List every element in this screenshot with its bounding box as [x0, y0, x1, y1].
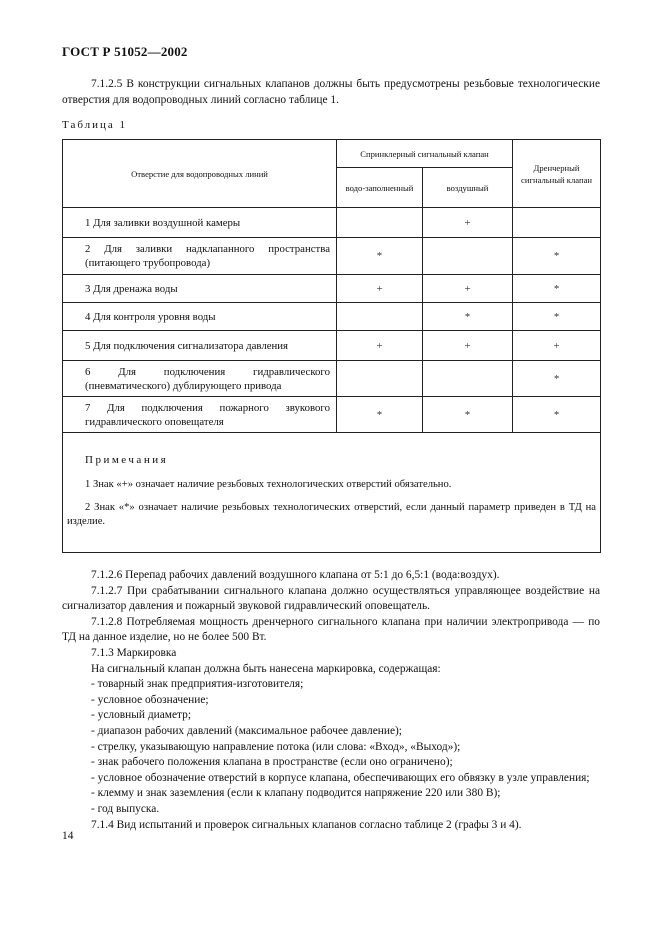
mark-water-filled: +	[337, 275, 423, 303]
mark-air: *	[423, 303, 513, 331]
list-item: - стрелку, указывающую направление потока (или слова: «Вход», «Выход»);	[91, 740, 461, 753]
mark-drencher: *	[513, 275, 601, 303]
page-number: 14	[62, 830, 74, 842]
mark-drencher: +	[513, 331, 601, 361]
header-air: воздушный	[423, 168, 513, 208]
mark-water-filled: *	[337, 397, 423, 433]
paragraph-7-1-2-8: 7.1.2.8 Потребляемая мощность дренчерного сигнального клапана при наличии электропривода — по ТД на данное изделие, но не более 500 Вт.	[62, 615, 600, 644]
table-row	[63, 361, 601, 397]
table-row	[63, 331, 601, 361]
marking-intro: На сигнальный клапан должна быть нанесена маркировка, содержащая:	[91, 662, 441, 675]
header-drencher: Дренчерный сигнальный клапан	[513, 140, 601, 208]
mark-air: +	[423, 208, 513, 238]
note-1: 1 Знак «+» означает наличие резьбовых технологических отверстий обязательно.	[85, 479, 452, 490]
list-item: - товарный знак предприятия-изготовителя;	[91, 678, 304, 691]
mark-water-filled: +	[337, 331, 423, 361]
paragraph-7-1-2-5: 7.1.2.5 В конструкции сигнальных клапанов должны быть предусмотрены резьбовые технологические отверстия для водопроводных линий согласно таблице 1.	[62, 78, 600, 106]
list-item: - условное обозначение отверстий в корпусе клапана, обеспечивающих его обвязку в узле управления;	[91, 771, 590, 784]
paragraph-7-1-2-6: 7.1.2.6 Перепад рабочих давлений воздушного клапана от 5:1 до 6,5:1 (вода:воздух).	[91, 569, 500, 581]
valve-openings-table	[62, 139, 601, 553]
list-item: - диапазон рабочих давлений (максимальное рабочее давление);	[91, 724, 402, 737]
mark-drencher: *	[513, 361, 601, 397]
mark-air	[423, 361, 513, 397]
row-label: 4 Для контроля уровня воды	[63, 303, 337, 331]
mark-air: +	[423, 331, 513, 361]
header-sprinkler: Спринклерный сигнальный клапан	[337, 140, 513, 168]
list-item: - условное обозначение;	[91, 693, 209, 706]
mark-air: *	[423, 397, 513, 433]
notes-title: Примечания	[85, 454, 169, 466]
table-row	[63, 208, 601, 238]
mark-water-filled	[337, 208, 423, 238]
list-item: - клемму и знак заземления (если к клапану подводится напряжение 220 или 380 В);	[91, 787, 501, 800]
mark-drencher: *	[513, 397, 601, 433]
list-item: - знак рабочего положения клапана в пространстве (если оно ограничено);	[91, 756, 453, 769]
row-label: 6 Для подключения гидравлического (пневматического) дублирующего привода	[63, 361, 337, 397]
mark-drencher	[513, 208, 601, 238]
header-water-filled: водо-заполненный	[337, 168, 423, 208]
mark-water-filled	[337, 361, 423, 397]
row-label: 2 Для заливки надклапанного пространства (питающего трубопровода)	[63, 238, 337, 275]
mark-drencher: *	[513, 303, 601, 331]
list-item: - год выпуска.	[91, 802, 160, 815]
table-row	[63, 238, 601, 275]
mark-water-filled: *	[337, 238, 423, 275]
note-2: 2 Знак «*» означает наличие резьбовых технологических отверстий, если данный параметр приведен в ТД на изделие.	[67, 502, 597, 527]
mark-water-filled	[337, 303, 423, 331]
table-row	[63, 275, 601, 303]
notes-row	[63, 433, 601, 553]
row-label: 7 Для подключения пожарного звукового гидравлического оповещателя	[63, 397, 337, 433]
mark-air: +	[423, 275, 513, 303]
row-label: 3 Для дренажа воды	[63, 275, 337, 303]
section-7-1-3-title: 7.1.3 Маркировка	[91, 646, 177, 659]
row-label: 5 Для подключения сигнализатора давления	[63, 331, 337, 361]
paragraph-7-1-2-7: 7.1.2.7 При срабатывании сигнального клапана должно осуществляться управляющее воздействие на сигнализатор давления и пожарный звуковой гидравлический оповещатель.	[62, 584, 600, 613]
table-row	[63, 303, 601, 331]
list-item: - условный диаметр;	[91, 709, 192, 722]
table-notes	[63, 433, 601, 553]
paragraph-7-1-4: 7.1.4 Вид испытаний и проверок сигнальных клапанов согласно таблице 2 (графы 3 и 4).	[91, 818, 522, 831]
table-caption: Таблица 1	[62, 119, 128, 131]
document-header: ГОСТ Р 51052—2002	[62, 44, 188, 59]
body-text	[62, 568, 600, 833]
header-opening: Отверстие для водопроводных линий	[63, 140, 337, 208]
row-label: 1 Для заливки воздушной камеры	[63, 208, 337, 238]
mark-air	[423, 238, 513, 275]
mark-drencher: *	[513, 238, 601, 275]
table-row	[63, 397, 601, 433]
